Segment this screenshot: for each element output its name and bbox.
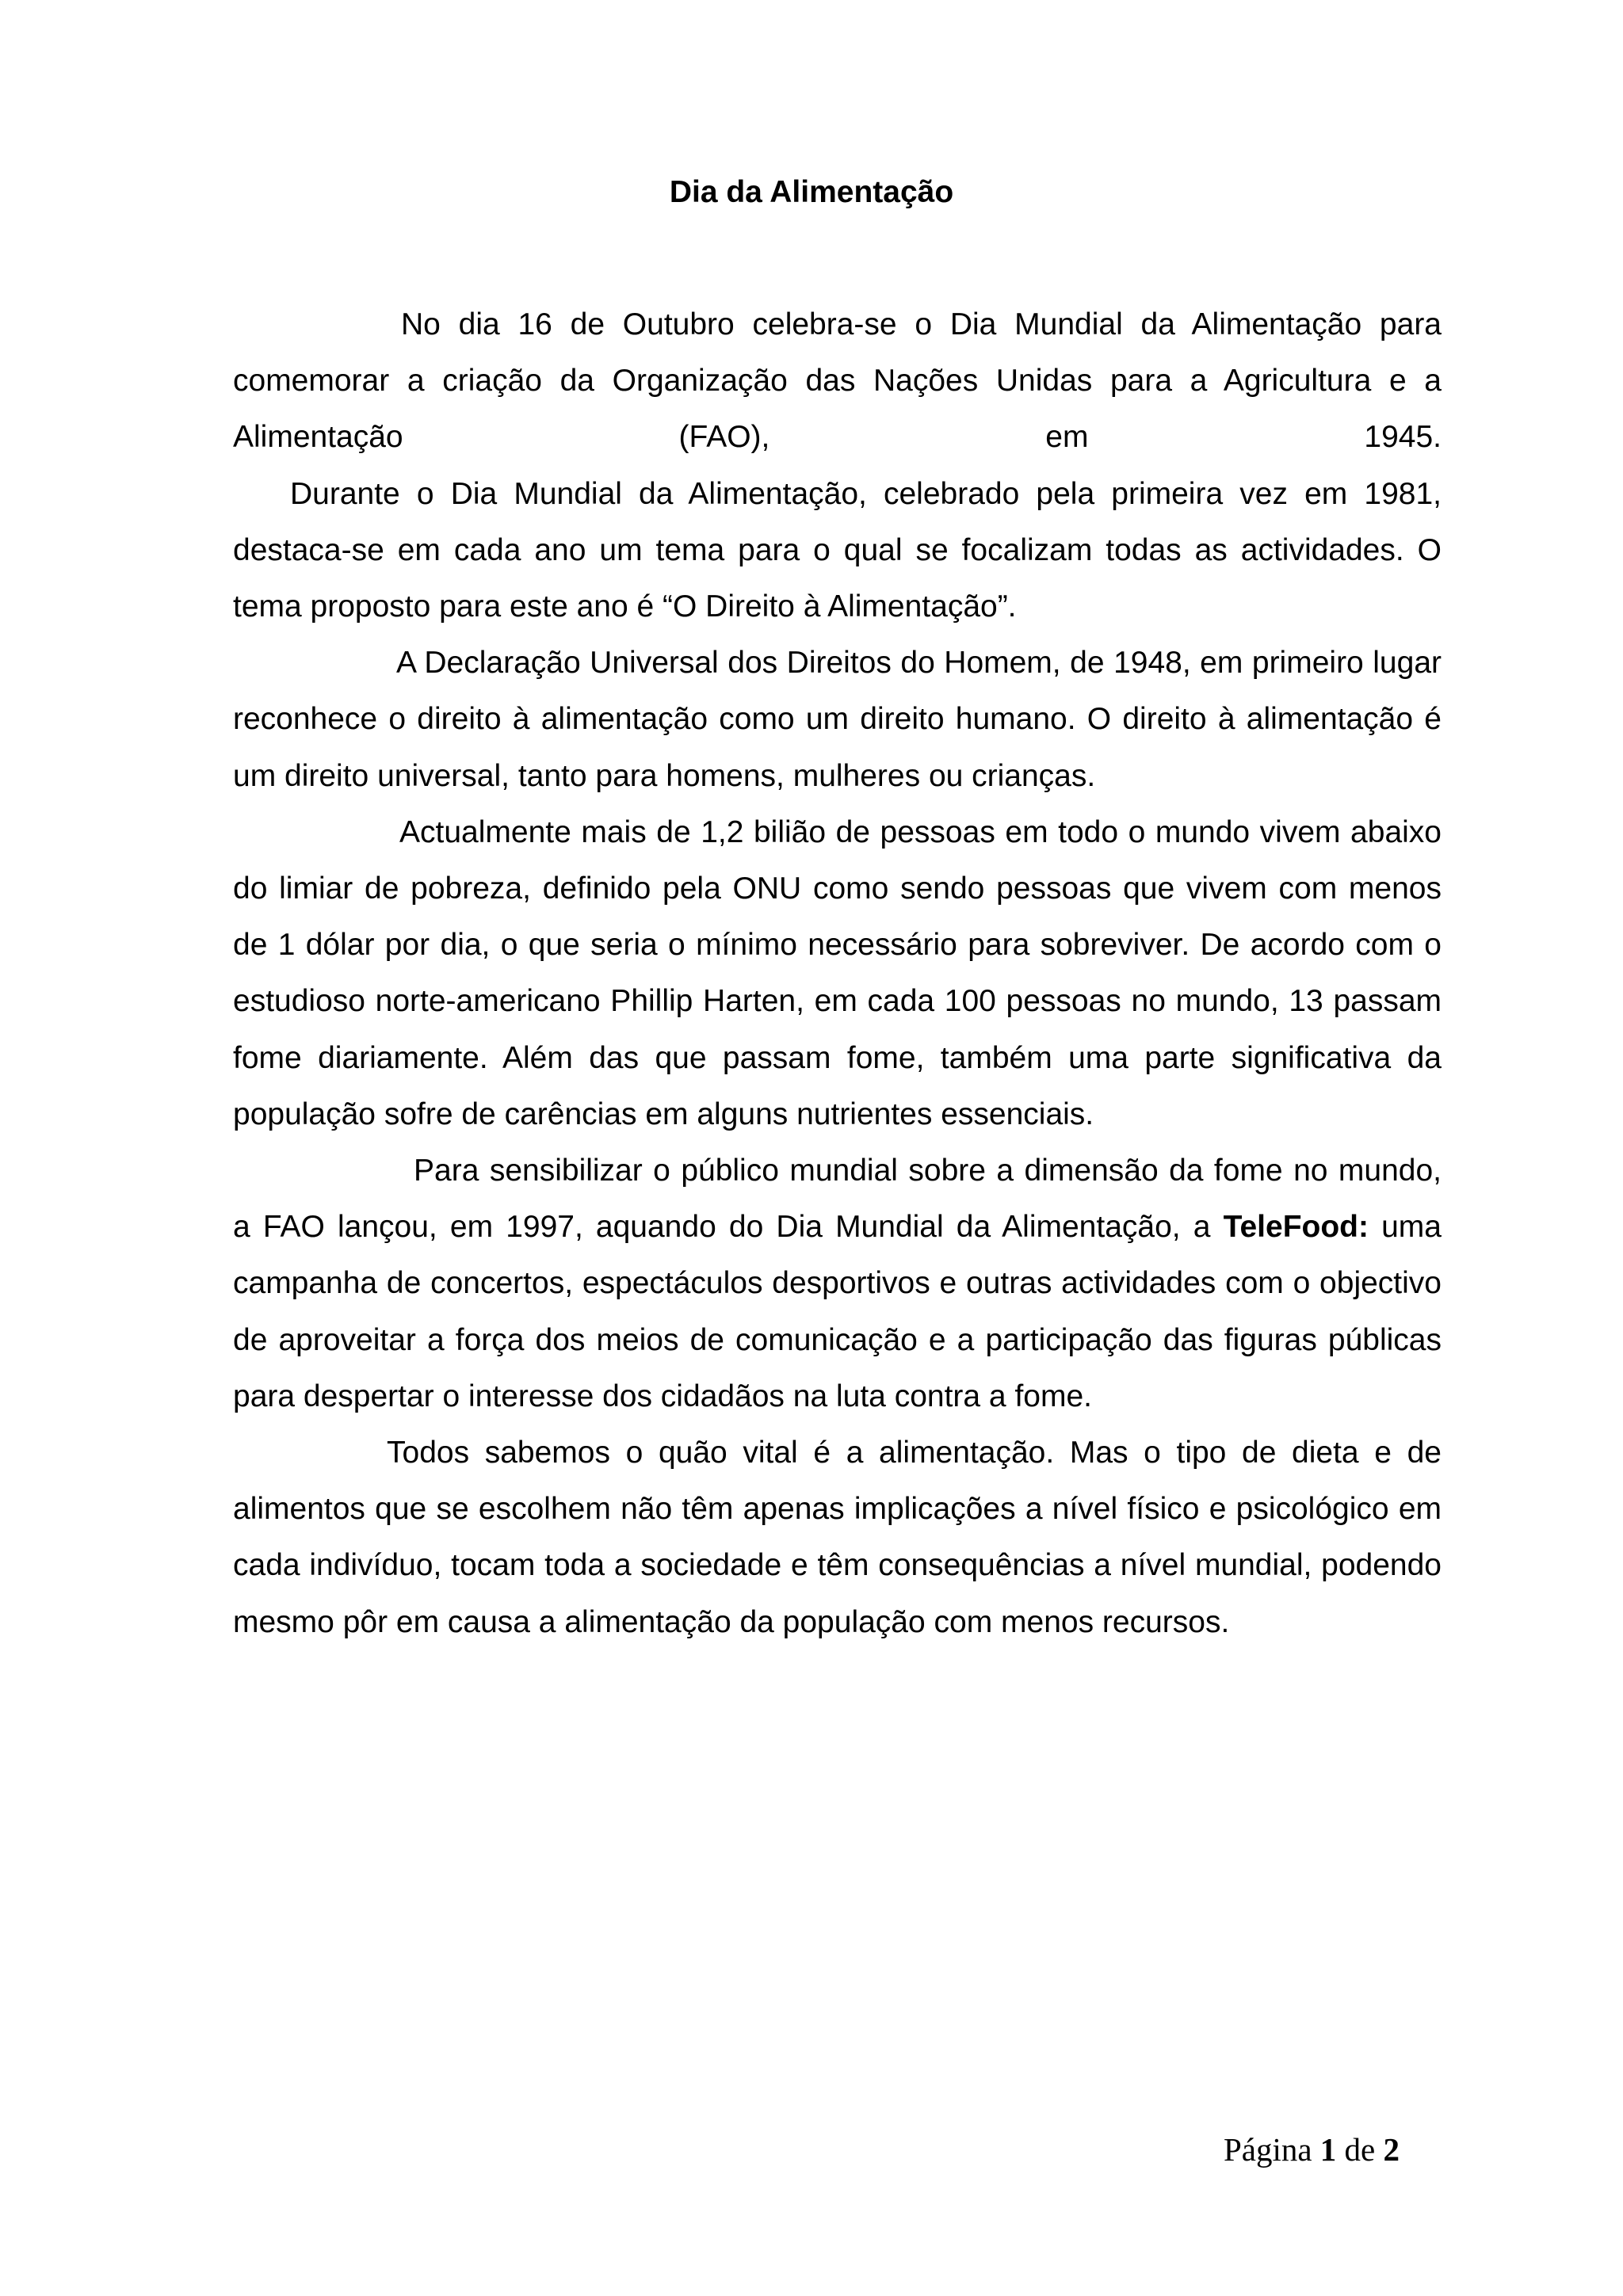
paragraph-5-text-end: uma campanha de concertos, espectáculos desportivos e outras actividades com o objectivo de aproveitar a força dos meios de comunicação e a participação das figuras públicas para despertar o interesse dos cidadãos na luta contra a fome.	[233, 1210, 1442, 1413]
document-title: Dia da Alimentação	[669, 175, 954, 209]
paragraph-1: No dia 16 de Outubro celebra-se o Dia Mundial da Alimentação para comemorar a criação da Organização das Nações Unidas para a Agricultura e a Alimentação (FAO), em 1945.	[233, 307, 1442, 455]
page-label: Página	[1223, 2131, 1312, 2168]
page-total: 2	[1383, 2131, 1400, 2168]
paragraph-4: Actualmente mais de 1,2 bilião de pessoas em todo o mundo vivem abaixo do limiar de pobreza, definido pela ONU como sendo pessoas que vivem com menos de 1 dólar por dia, o que seria o mínimo necessário para sobreviver. De acordo com o estudioso norte-americano Phillip Harten, em cada 100 pessoas no mundo, 13 passam fome diariamente. Além das que passam fome, também uma parte significativa da população sofre de carências em alguns nutrientes essenciais.	[233, 814, 1442, 1131]
paragraph-2: Durante o Dia Mundial da Alimentação, celebrado pela primeira vez em 1981, destaca-se em cada ano um tema para o qual se focalizam todas as actividades. O tema proposto para este ano é “O Direito à Alimentação”.	[233, 476, 1442, 624]
page-current: 1	[1319, 2131, 1337, 2168]
paragraph-6: Todos sabemos o quão vital é a alimentação. Mas o tipo de dieta e de alimentos que se escolhem não têm apenas implicações a nível físico e psicológico em cada indivíduo, tocam toda a sociedade e têm consequências a nível mundial, podendo mesmo pôr em causa a alimentação da população com menos recursos.	[233, 1436, 1442, 1639]
paragraph-5-text-start: Para sensibilizar o público mundial sobre a dimensão da fome no mundo, a FAO lançou, em 1997, aquando do Dia Mundial da Alimentação, a	[233, 1154, 1442, 1245]
page-number	[1224, 2130, 1400, 2169]
telefood-bold: TeleFood:	[1223, 1210, 1369, 1245]
page-of: de	[1344, 2131, 1376, 2168]
paragraph-5	[233, 1142, 1442, 1425]
document-body	[233, 296, 1442, 1650]
paragraph-3: A Declaração Universal dos Direitos do Homem, de 1948, em primeiro lugar reconhece o direito à alimentação como um direito humano. O direito à alimentação é um direito universal, tanto para homens, mulheres ou crianças.	[233, 646, 1442, 793]
